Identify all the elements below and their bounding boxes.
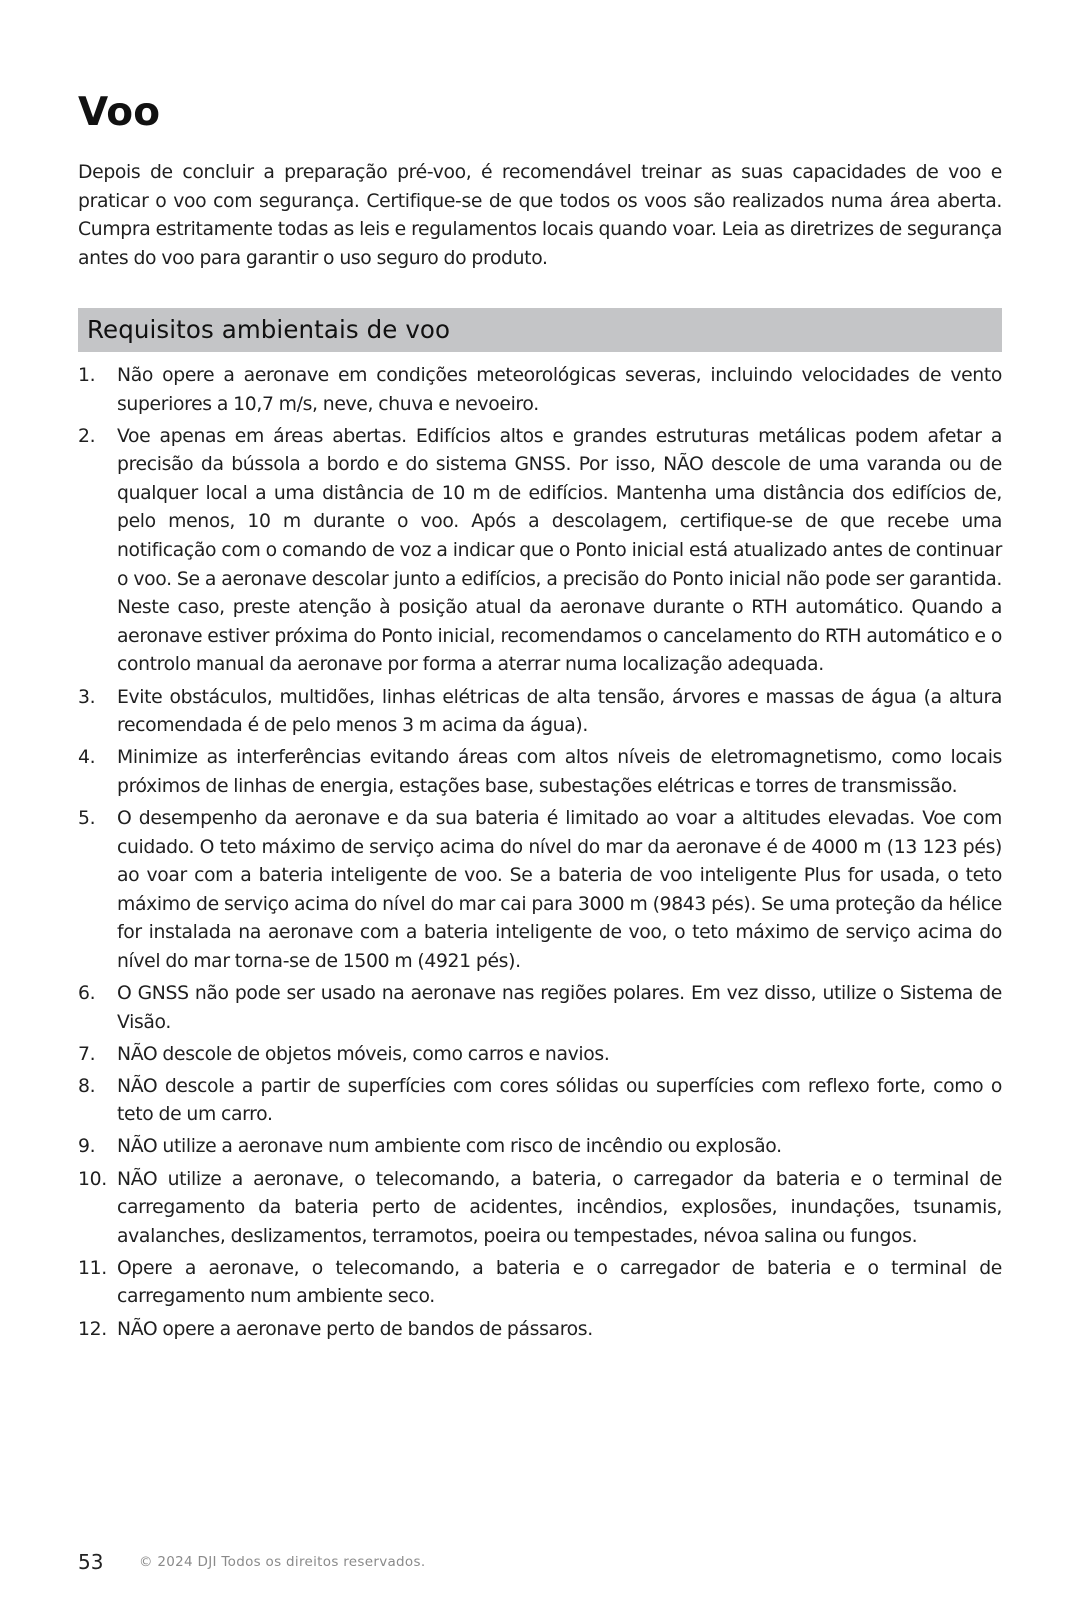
intro-paragraph: Depois de concluir a preparação pré-voo, é recomendável treinar as suas capacidades de voo e praticar o voo com segurança. Certifique-se de que todos os voos são realizados numa área aberta. Cumpra estritamente todas as leis e regulamentos locais quando voar. Leia as diretrizes de segurança antes do voo para garantir o uso seguro do produto. — [78, 162, 1002, 269]
list-item — [78, 805, 1002, 977]
list-item-text: NÃO utilize a aeronave num ambiente com risco de incêndio ou explosão. — [117, 1136, 782, 1158]
list-item-text: Opere a aeronave, o telecomando, a bateria e o carregador de bateria e o terminal de carregamento num ambiente seco. — [117, 1257, 1002, 1308]
list-item-text: Evite obstáculos, multidões, linhas elétricas de alta tensão, árvores e massas de água (a altura recomendada é de pelo menos 3 m acima da água). — [117, 686, 1002, 737]
document-page — [78, 0, 1002, 1600]
list-item-text: NÃO opere a aeronave perto de bandos de pássaros. — [117, 1318, 593, 1340]
list-item-text: NÃO descole a partir de superfícies com cores sólidas ou superfícies com reflexo forte, como o teto de um carro. — [117, 1075, 1002, 1126]
list-item — [78, 1316, 1002, 1345]
list-item — [78, 1041, 1002, 1070]
page-number: 53 — [78, 1550, 104, 1574]
list-item-text: NÃO descole de objetos móveis, como carros e navios. — [117, 1043, 610, 1065]
section-header — [78, 308, 1002, 352]
list-item-number: 4. — [78, 747, 96, 769]
requirements-list — [78, 362, 1002, 1348]
list-item-text: O GNSS não pode ser usado na aeronave nas regiões polares. Em vez disso, utilize o Sistema de Visão. — [117, 982, 1002, 1033]
list-item-text: O desempenho da aeronave e da sua bateria é limitado ao voar a altitudes elevadas. Voe com cuidado. O teto máximo de serviço acima do nível do mar da aeronave é de 4000 m (13 123 pés) ao voar com a bateria inteligente de voo. Se a bateria de voo inteligente Plus for usada, o teto máximo de serviço acima do nível do mar cai para 3000 m (9843 pés). Se uma proteção da hélice for instalada na aeronave com a bateria inteligente de voo, o teto máximo de serviço acima do nível do mar torna-se de 1500 m (4921 pés). — [117, 807, 1002, 972]
list-item — [78, 684, 1002, 741]
list-item-number: 9. — [78, 1136, 96, 1158]
list-item — [78, 980, 1002, 1037]
list-item — [78, 744, 1002, 801]
list-item-number: 6. — [78, 982, 96, 1004]
list-item-number: 7. — [78, 1043, 96, 1065]
list-item — [78, 1073, 1002, 1130]
list-item-number: 5. — [78, 807, 96, 829]
list-item-number: 1. — [78, 365, 96, 386]
list-item-text: Voe apenas em áreas abertas. Edifícios altos e grandes estruturas metálicas podem afetar a precisão da bússola a bordo e do sistema GNSS. Por isso, NÃO descole de uma varanda ou de qualquer local a uma distância de 10 m de edifícios. Mantenha uma distância dos edifícios de, pelo menos, 10 m durante o voo. Após a descolagem, certifique-se de que recebe uma notificação com o comando de voz a indicar que o Ponto inicial está atualizado antes de continuar o voo. Se a aeronave descolar junto a edifícios, a precisão do Ponto inicial não pode ser garantida. Neste caso, preste atenção à posição atual da aeronave durante o RTH automático. Quando a aeronave estiver próxima do Ponto inicial, recomendamos o cancelamento do RTH automático e o controlo manual da aeronave por forma a aterrar numa localização adequada. — [117, 425, 1002, 676]
list-item-text: NÃO utilize a aeronave, o telecomando, a bateria, o carregador da bateria e o terminal de carregamento da bateria perto de acidentes, incêndios, explosões, inundações, tsunamis, avalanches, deslizamentos, terramotos, poeira ou tempestades, névoa salina ou fungos. — [117, 1168, 1002, 1247]
page-title: Voo — [78, 90, 161, 135]
list-item-number: 2. — [78, 425, 96, 447]
list-item-number: 11. — [78, 1257, 107, 1279]
list-item — [78, 1166, 1002, 1252]
list-item — [78, 423, 1002, 680]
page-footer — [78, 1547, 1002, 1577]
list-item — [78, 362, 1002, 419]
list-item-number: 12. — [78, 1318, 107, 1340]
list-item-number: 3. — [78, 686, 96, 708]
section-title: Requisitos ambientais de voo — [87, 315, 451, 344]
list-item-text: Minimize as interferências evitando áreas com altos níveis de eletromagnetismo, como locais próximos de linhas de energia, estações base, subestações elétricas e torres de transmissão. — [117, 747, 1002, 797]
list-item — [78, 1255, 1002, 1312]
list-item-number: 10. — [78, 1168, 107, 1190]
list-item-number: 8. — [78, 1075, 96, 1097]
copyright-notice: © 2024 DJI Todos os direitos reservados. — [139, 1554, 426, 1570]
list-item-text: Não opere a aeronave em condições meteorológicas severas, incluindo velocidades de vento superiores a 10,7 m/s, neve, chuva e nevoeiro. — [117, 365, 1002, 415]
list-item — [78, 1133, 1002, 1162]
